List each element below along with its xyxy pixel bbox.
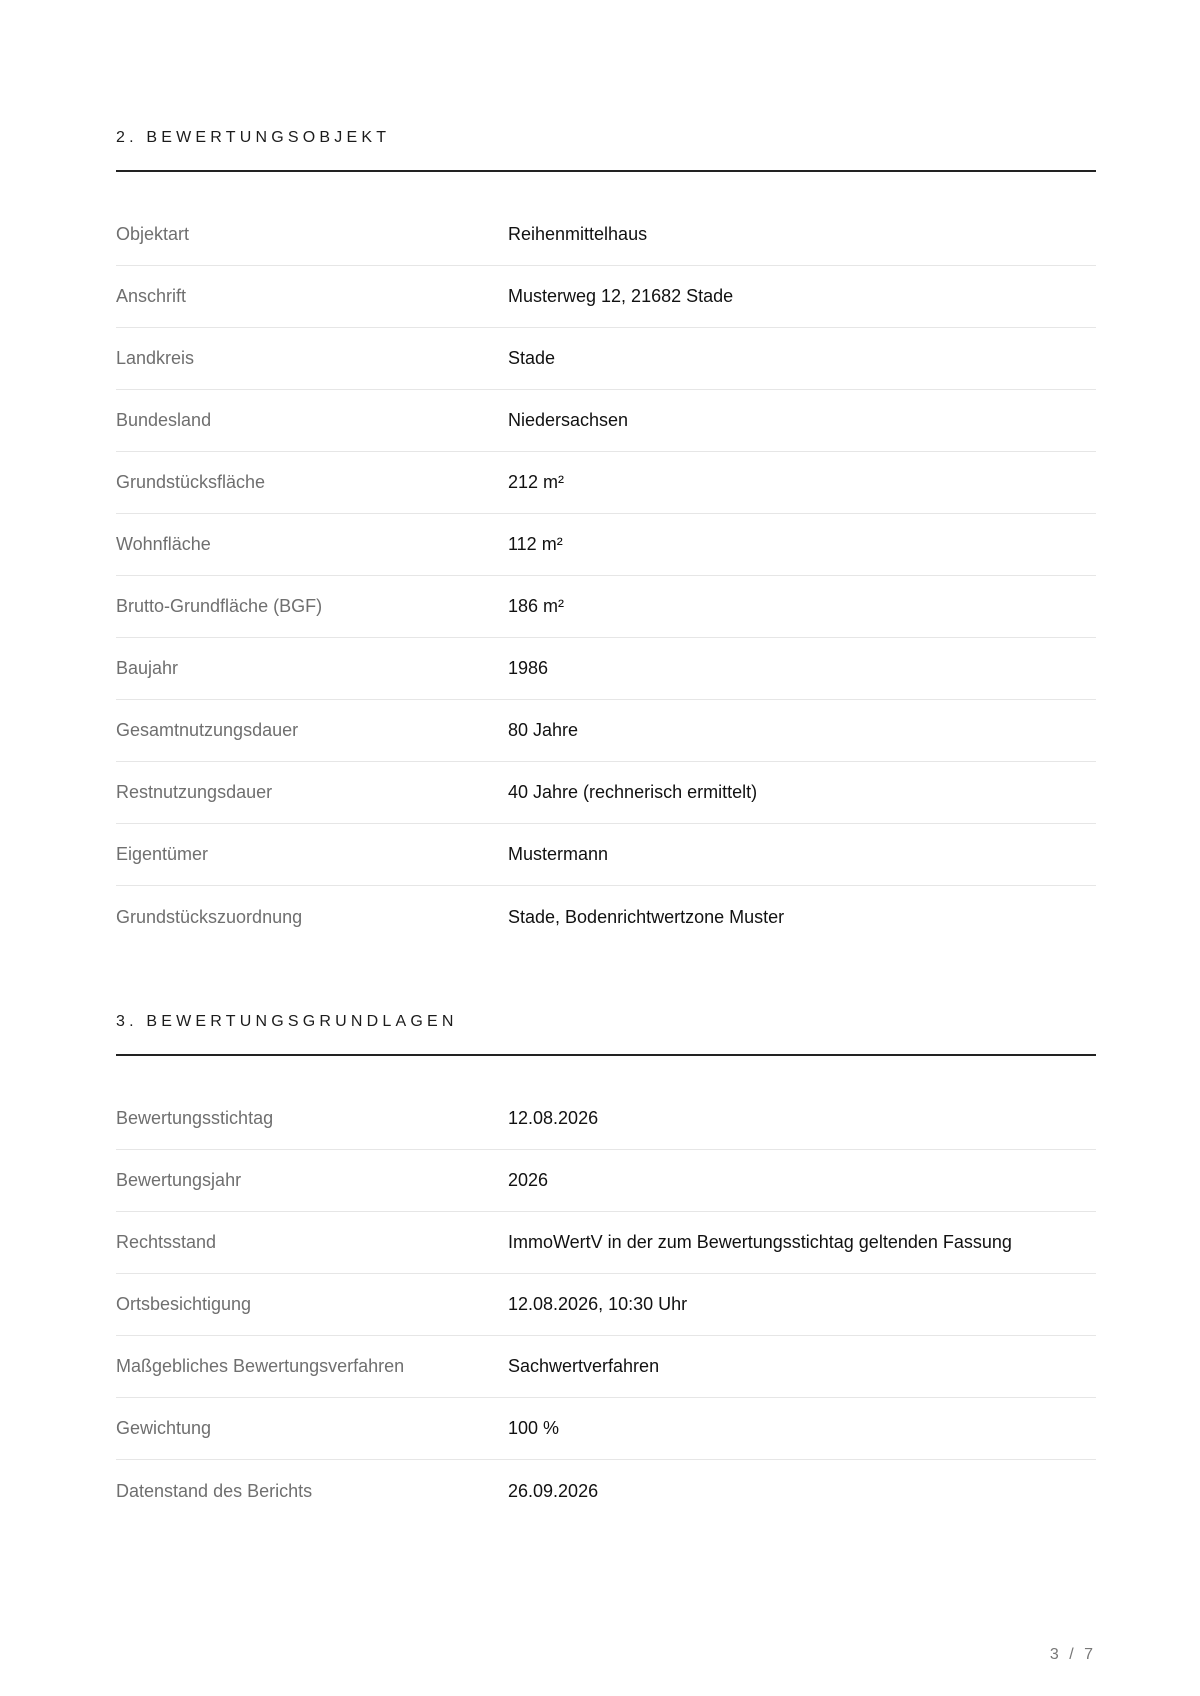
row-value: 2026 [508,1170,549,1190]
row-label: Wohnfläche [116,534,211,554]
row-value: Sachwertverfahren [508,1356,660,1376]
row-value: Mustermann [508,844,609,864]
row-value: Niedersachsen [508,410,629,430]
row-label: Gesamtnutzungsdauer [116,720,299,740]
row-label: Brutto-Grundfläche (BGF) [116,596,323,616]
row-value: 12.08.2026, 10:30 Uhr [508,1294,688,1314]
basis-table [116,1088,1096,1522]
row-label: Objektart [116,224,190,244]
page-number: 3 / 7 [1049,1646,1096,1663]
row-value: 80 Jahre [508,720,579,740]
table-row [116,1088,1096,1150]
table-row [116,762,1096,824]
row-value: Stade, Bodenrichtwertzone Muster [508,906,785,927]
row-label: Restnutzungsdauer [116,782,273,802]
table-row [116,576,1096,638]
row-label: Bewertungsjahr [116,1170,242,1190]
table-row [116,266,1096,328]
row-label: Grundstücksfläche [116,472,266,492]
table-row [116,700,1096,762]
row-label: Maßgebliches Bewertungsverfahren [116,1356,405,1376]
table-row [116,514,1096,576]
row-label: Ortsbesichtigung [116,1294,252,1314]
row-label: Bewertungsstichtag [116,1108,274,1128]
table-row [116,1460,1096,1522]
section-divider [116,170,1096,172]
section-bewertungsgrundlagen [116,1012,1096,1522]
row-label: Rechtsstand [116,1232,217,1252]
table-row [116,328,1096,390]
row-value: 1986 [508,658,549,678]
row-value: 100 % [508,1418,560,1438]
table-row [116,452,1096,514]
table-row [116,204,1096,266]
row-value: Reihenmittelhaus [508,224,648,244]
row-label: Landkreis [116,348,195,368]
row-value: Musterweg 12, 21682 Stade [508,286,734,306]
row-value: 26.09.2026 [508,1480,599,1501]
table-row [116,638,1096,700]
table-row [116,1150,1096,1212]
row-label: Datenstand des Berichts [116,1480,313,1501]
table-row [116,1398,1096,1460]
row-value: 112 m² [508,534,563,554]
row-value: 186 m² [508,596,565,616]
property-table [116,204,1096,948]
row-value: 212 m² [508,472,565,492]
row-value: 40 Jahre (rechnerisch ermittelt) [508,782,758,802]
row-value: Stade [508,348,556,368]
table-row [116,390,1096,452]
table-row [116,1336,1096,1398]
row-label: Anschrift [116,286,187,306]
section-heading: 3. BEWERTUNGSGRUNDLAGEN [116,1013,458,1030]
row-label: Baujahr [116,658,179,678]
row-label: Eigentümer [116,844,209,864]
table-row [116,886,1096,948]
section-bewertungsobjekt [116,128,1096,948]
row-label: Bundesland [116,410,212,430]
section-heading: 2. BEWERTUNGSOBJEKT [116,129,391,146]
table-row [116,824,1096,886]
table-row [116,1274,1096,1336]
section-divider [116,1054,1096,1056]
row-label: Gewichtung [116,1418,212,1438]
row-value: ImmoWertV in der zum Bewertungsstichtag geltenden Fassung [508,1232,1012,1252]
row-value: 12.08.2026 [508,1108,599,1128]
table-row [116,1212,1096,1274]
row-label: Grundstückszuordnung [116,906,303,927]
